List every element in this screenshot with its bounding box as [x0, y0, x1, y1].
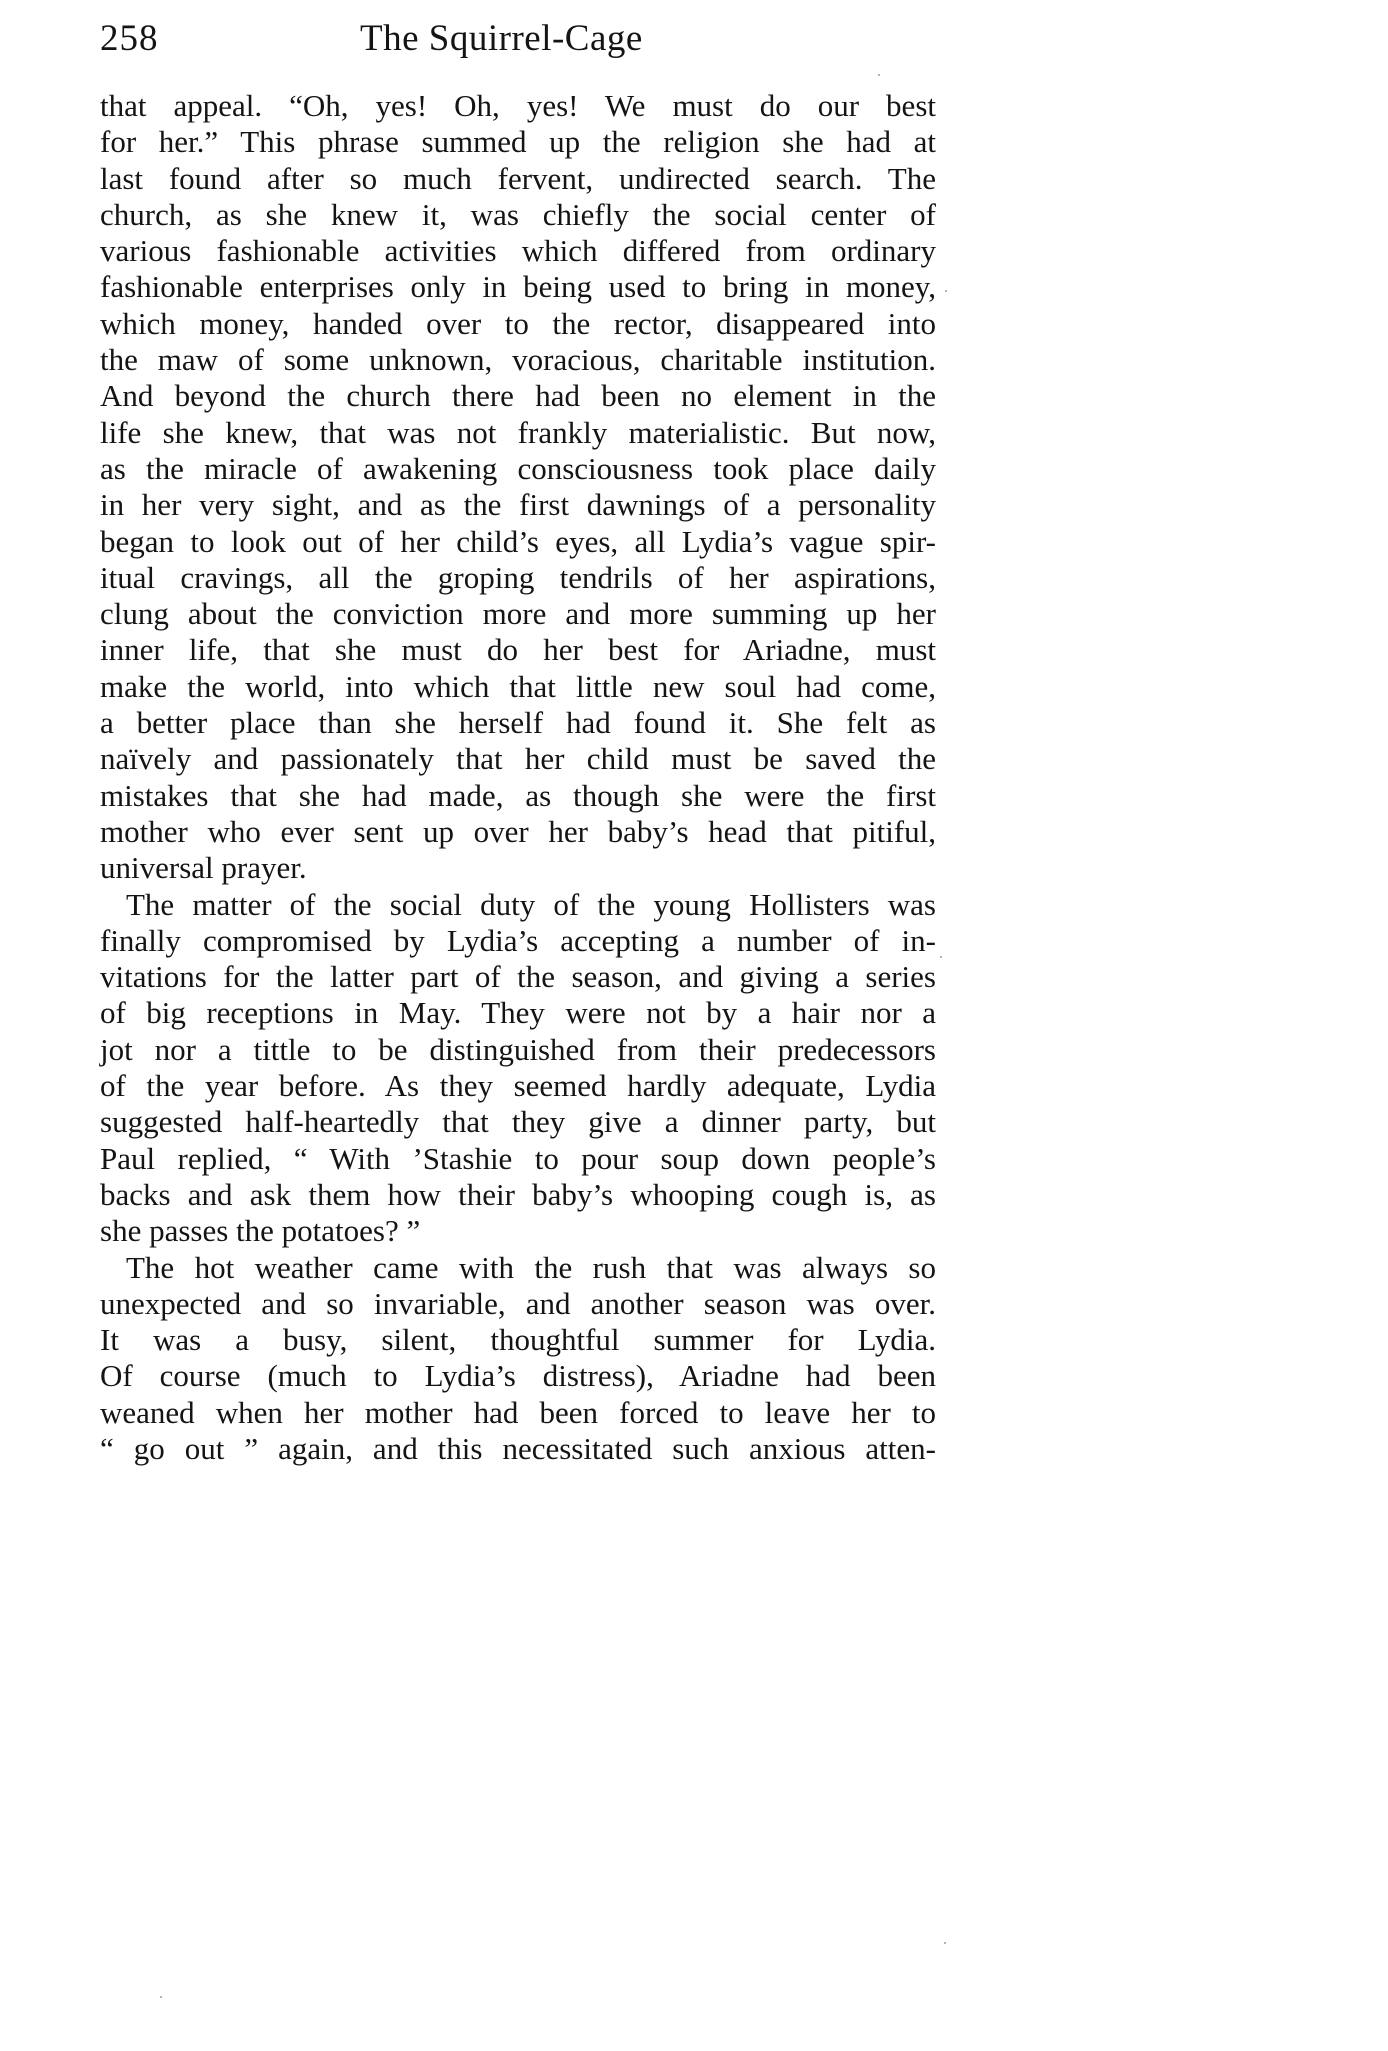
- text-line: The hot weather came with the rush that was always so: [126, 1249, 936, 1285]
- text-line: of big receptions in May. They were not by a hair nor a: [100, 995, 936, 1031]
- text-line: itual cravings, all the groping tendrils of her aspirations,: [100, 559, 936, 595]
- text-line: “ go out ” again, and this necessitated such anxious atten-: [100, 1430, 936, 1466]
- text-line: universal prayer.: [100, 850, 307, 886]
- text-line: suggested half-heartedly that they give a dinner party, but: [100, 1104, 936, 1140]
- text-line: finally compromised by Lydia’s accepting a number of in-: [100, 922, 936, 958]
- text-line: The matter of the social duty of the young Hollisters was: [126, 886, 936, 922]
- text-line: And beyond the church there had been no element in the: [100, 378, 936, 414]
- text-line: It was a busy, silent, thoughtful summer for Lydia.: [100, 1322, 936, 1358]
- paragraph: [100, 88, 936, 887]
- text-line: vitations for the latter part of the season, and giving a series: [100, 959, 936, 995]
- scan-speck: [878, 74, 880, 76]
- scan-speck: [944, 1942, 946, 1944]
- scan-speck: [945, 290, 947, 292]
- paragraph: [100, 887, 936, 1250]
- text-line: that appeal. “Oh, yes! Oh, yes! We must do our best: [100, 88, 936, 123]
- text-line: she passes the potatoes? ”: [100, 1213, 421, 1249]
- text-line: as the miracle of awakening consciousness took place daily: [100, 450, 936, 486]
- scan-speck: [160, 1996, 162, 1998]
- text-line: fashionable enterprises only in being used to bring in money,: [100, 269, 936, 305]
- paragraph: [100, 1250, 936, 1468]
- text-line: life she knew, that was not frankly materialistic. But now,: [100, 414, 936, 450]
- text-line: of the year before. As they seemed hardly adequate, Lydia: [100, 1068, 936, 1104]
- page-number: 258: [100, 18, 159, 59]
- text-line: mother who ever sent up over her baby’s head that pitiful,: [100, 813, 936, 849]
- text-line: inner life, that she must do her best for Ariadne, must: [100, 632, 936, 668]
- text-line: a better place than she herself had found it. She felt as: [100, 705, 936, 741]
- text-line: Paul replied, “ With ’Stashie to pour soup down people’s: [100, 1140, 936, 1176]
- text-line: jot nor a tittle to be distinguished from their predecessors: [100, 1031, 936, 1067]
- text-line: clung about the conviction more and more summing up her: [100, 596, 936, 632]
- text-line: weaned when her mother had been forced to leave her to: [100, 1394, 936, 1430]
- text-line: church, as she knew it, was chiefly the social center of: [100, 196, 936, 232]
- running-head: [100, 14, 936, 64]
- text-line: mistakes that she had made, as though she were the first: [100, 777, 936, 813]
- text-line: began to look out of her child’s eyes, all Lydia’s vague spir-: [100, 523, 936, 559]
- text-line: various fashionable activities which differed from ordinary: [100, 233, 936, 269]
- running-title: The Squirrel-Cage: [360, 18, 643, 59]
- body-text: [100, 88, 936, 1467]
- text-line: backs and ask them how their baby’s whooping cough is, as: [100, 1176, 936, 1212]
- text-line: naïvely and passionately that her child must be saved the: [100, 741, 936, 777]
- text-line: the maw of some unknown, voracious, charitable institution.: [100, 342, 936, 378]
- text-line: in her very sight, and as the first dawnings of a personality: [100, 487, 936, 523]
- text-line: Of course (much to Lydia’s distress), Ariadne had been: [100, 1358, 936, 1394]
- scan-speck: [940, 956, 942, 958]
- text-line: for her.” This phrase summed up the religion she had at: [100, 124, 936, 160]
- text-line: last found after so much fervent, undirected search. The: [100, 160, 936, 196]
- text-line: make the world, into which that little new soul had come,: [100, 668, 936, 704]
- text-line: which money, handed over to the rector, disappeared into: [100, 305, 936, 341]
- text-line: unexpected and so invariable, and another season was over.: [100, 1285, 936, 1321]
